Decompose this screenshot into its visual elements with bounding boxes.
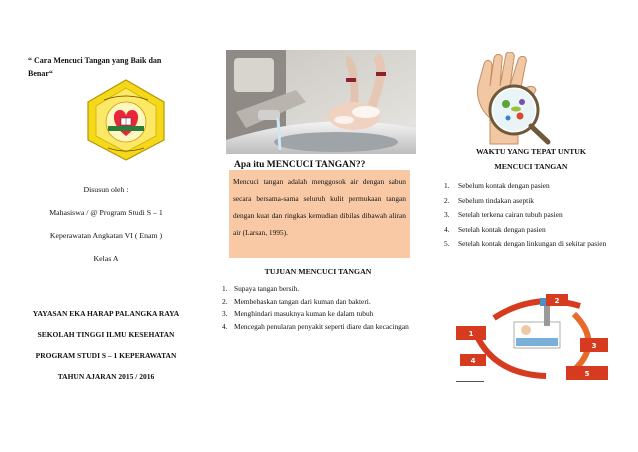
list-item: 4. Setelah kontak dengan pasien [444, 224, 546, 234]
prepared-by: Disusun oleh : [83, 185, 129, 194]
list-item: 5. Setelah kontak dengan linkungan di sekitar pasien [444, 239, 607, 248]
list-item: 3. Setelah terkena cairan tubuh pasien [444, 210, 563, 219]
institution-footer [0, 308, 212, 382]
purpose-list [222, 283, 412, 333]
purpose-heading: TUJUAN MENCUCI TANGAN [264, 267, 372, 276]
definition-text: Mencuci tangan adalah menggosok air dengan sabun secara bersama-sama seluruh kulit permukaan tangan dengan kuat dan ringkas kemudian dibilas dibawah aliran air (Larsan, 1995). [233, 177, 406, 237]
foundation-name: YAYASAN EKA HARAP PALANGKA RAYA [32, 309, 180, 318]
definition-heading: Apa itu MENCUCI TANGAN?? [234, 160, 366, 170]
moment-number: 5 [584, 370, 590, 378]
author-info [0, 184, 212, 264]
class-line: Kelas A [93, 254, 119, 263]
left-panel [0, 0, 212, 452]
moment-number: 3 [591, 342, 597, 350]
list-item: 1. Sebelum kontak dengan pasien [444, 181, 550, 190]
five-moments-hand-hygiene-icon [454, 288, 614, 386]
list-item: 3. Menghindari masuknya kuman ke dalam tubuh [222, 309, 374, 318]
program-name: PROGRAM STUDI S – 1 KEPERAWATAN [35, 351, 177, 360]
timing-heading: WAKTU YANG TEPAT UNTUK MENCUCI TANGAN [476, 147, 586, 171]
divider [456, 381, 484, 382]
list-item: 2. Sebelum tindakan aseptik [444, 195, 534, 205]
right-panel [424, 0, 638, 452]
handwashing-photo [226, 50, 416, 154]
middle-panel [212, 0, 424, 452]
list-item: 4. Mencegah penularan penyakit seperti diare dan kecacingan [222, 321, 409, 331]
list-item: 2. Membebaskan tangan dari kuman dan bakteri. [222, 296, 371, 306]
hand-germs-magnifier-icon [430, 52, 580, 148]
moment-number: 2 [554, 297, 560, 305]
institution-seal-icon [84, 78, 168, 162]
moment-number: 1 [468, 330, 474, 338]
definition-box [229, 170, 410, 258]
brochure-title: “ Cara Mencuci Tangan yang Baik dan Benar“ [28, 56, 162, 78]
timing-list [444, 179, 624, 252]
class-year-line: Keperawatan Angkatan VI ( Enam ) [49, 231, 163, 240]
academic-year: TAHUN AJARAN 2015 / 2016 [57, 372, 155, 381]
moment-number: 4 [470, 357, 476, 365]
list-item: 1. Supaya tangan bersih. [222, 284, 300, 293]
school-name: SEKOLAH TINGGI ILMU KESEHATAN [37, 330, 175, 339]
student-line: Mahasiswa / @ Program Studi S – 1 [49, 208, 163, 217]
